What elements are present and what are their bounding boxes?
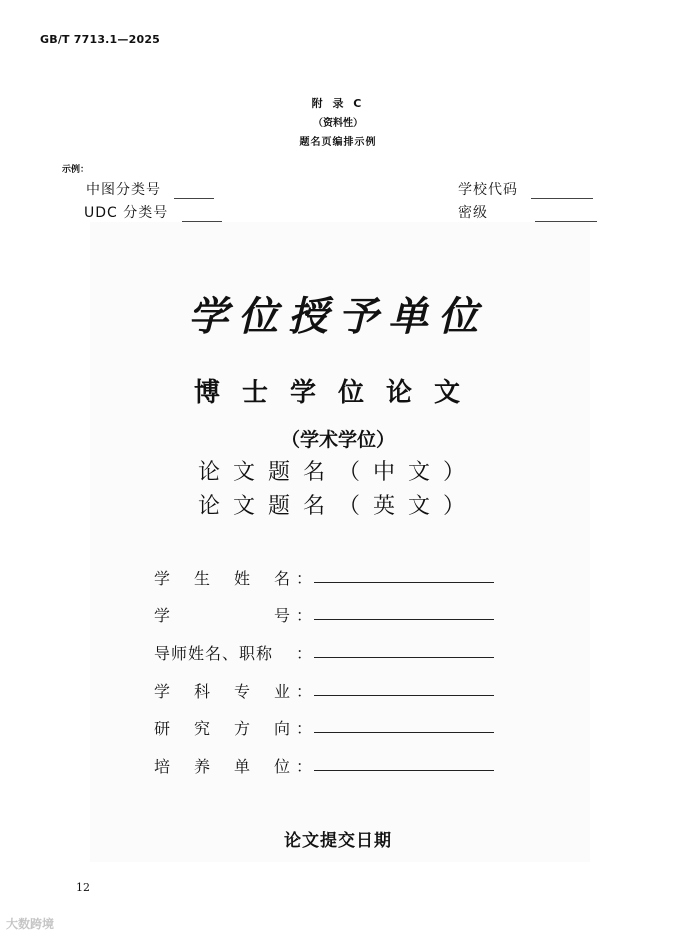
appendix-caption: 题名页编排示例 [299, 137, 377, 148]
thesis-title-cn: 论文题名（中文） [197, 460, 478, 485]
udc-line [182, 207, 222, 222]
school-code-label: 学校代码 [458, 182, 518, 198]
submission-date: 论文提交日期 [284, 831, 392, 851]
student-name-label: 学 生 姓 名 [154, 569, 290, 588]
advisor-line [314, 657, 494, 658]
secret-line [535, 207, 597, 222]
school-code-row [458, 179, 593, 199]
student-id-line [314, 619, 494, 620]
colon: ： [296, 757, 313, 776]
classification-label: 中图分类号 [86, 182, 161, 198]
appendix-nature: （资料性） [313, 118, 363, 129]
research-direction-line [314, 732, 494, 733]
training-unit-label: 培 养 单 位 [154, 757, 290, 776]
watermark: 大数跨境 [6, 917, 55, 931]
colon: ： [296, 719, 313, 738]
school-code-line [531, 184, 593, 199]
student-id-label: 学 号 [154, 606, 290, 625]
degree-type: 博士学位论文 [193, 378, 482, 408]
discipline-label: 学 科 专 业 [154, 682, 290, 701]
training-unit-line [314, 770, 494, 771]
thesis-title-en: 论文题名（英文） [197, 494, 478, 519]
classification-row [86, 179, 214, 199]
appendix-title: 附 录 C [311, 97, 365, 110]
colon: ： [296, 569, 313, 588]
discipline-line [314, 695, 494, 696]
colon: ： [296, 644, 313, 663]
standard-code: GB/T 7713.1—2025 [40, 33, 161, 46]
academic-type: （学术学位） [280, 429, 395, 451]
example-label: 示例： [62, 165, 90, 175]
colon: ： [296, 682, 313, 701]
udc-row [84, 202, 222, 222]
secret-row [458, 202, 597, 222]
udc-label: UDC 分类号 [84, 205, 169, 221]
student-name-line [314, 582, 494, 583]
classification-line [174, 184, 214, 199]
advisor-label: 导师姓名、职称 [154, 644, 274, 663]
colon: ： [296, 606, 313, 625]
page-number: 12 [76, 881, 90, 894]
secret-label: 密级 [458, 205, 488, 221]
research-direction-label: 研 究 方 向 [154, 719, 290, 738]
degree-granting-unit: 学位授予单位 [188, 293, 488, 340]
